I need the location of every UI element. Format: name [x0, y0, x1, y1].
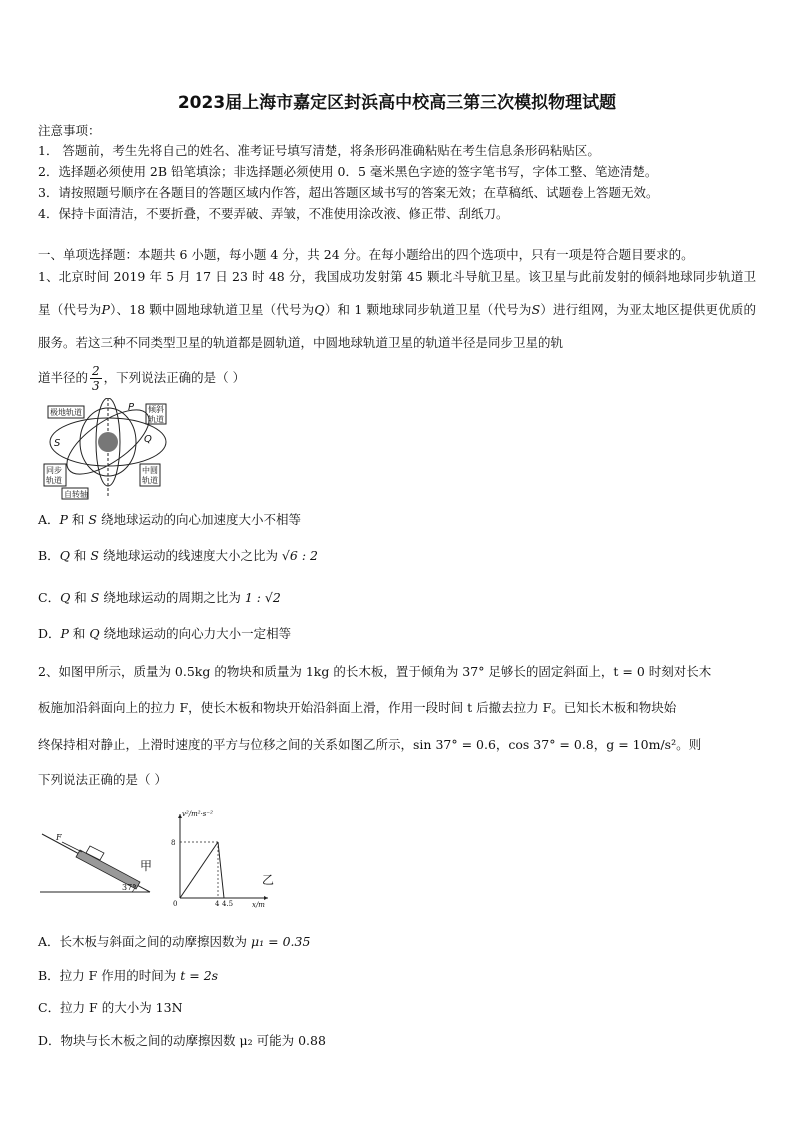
origin-label: 0 — [173, 900, 178, 908]
orbit-diagram — [42, 398, 192, 502]
label-p: P — [128, 402, 135, 413]
label-yi: 乙 — [262, 873, 275, 887]
label-incline: 倾斜 — [148, 405, 164, 414]
question-1-stem-end: 道半径的 $\frac{2}{3}$ ，下列说法正确的是（ ） — [38, 364, 246, 393]
svg-text:轨道: 轨道 — [148, 415, 164, 424]
label-s: S — [54, 438, 61, 449]
notice-heading: 注意事项： — [38, 123, 101, 138]
y-tick: 8 — [171, 839, 176, 847]
fraction: $\frac{2}{3}$ — [92, 364, 100, 393]
label-polar: 极地轨道 — [50, 408, 82, 417]
exam-title: 2023届上海市嘉定区封浜高中校高三第三次模拟物理试题 — [177, 93, 617, 113]
y-axis-label: v²/m²·s⁻² — [182, 810, 213, 818]
earth — [98, 432, 118, 452]
question-2-line: 终保持相对静止，上滑时速度的平方与位移之间的关系如图乙所示，sin 37° = 0.6，cos 37° = 0.8，g = 10m/s²。则 — [38, 737, 702, 752]
notice-item: 4．保持卡面清洁，不要折叠，不要弄破、弄皱，不准使用涂改液、修正带、刮纸刀。 — [38, 206, 509, 221]
label-mid: 中圆 — [142, 466, 158, 475]
question-2-line: 下列说法正确的是（ ） — [38, 772, 167, 787]
label-axis: 自转轴 — [64, 490, 88, 499]
symbol-p: P — [101, 302, 110, 317]
label-sync: 同步 — [46, 466, 62, 475]
notice-item: 2．选择题必须使用 2B 铅笔填涂；非选择题必须使用 0．5 毫米黑色字迹的签字笔书写，字体工整、笔迹清楚。 — [38, 164, 658, 179]
notice-item: 3．请按照题号顺序在各题目的答题区域内作答，超出答题区域书写的答案无效；在草稿纸、试题卷上答题无效。 — [38, 185, 659, 200]
q2-option-c[interactable]: C．拉力 F 的大小为 13N — [38, 1000, 183, 1015]
q1-option-a[interactable]: A．P 和 S 绕地球运动的向心加速度大小不相等 — [38, 512, 301, 527]
notice-item: 1． 答题前，考生先将自己的姓名、准考证号填写清楚，将条形码准确粘贴在考生信息条形码粘贴区。 — [38, 143, 600, 158]
q1-option-b[interactable]: B．Q 和 S 绕地球运动的线速度大小之比为 √6 : 2 — [38, 548, 318, 563]
x-tick-4-5: 4.5 — [222, 900, 234, 908]
v2-x-graph — [168, 808, 280, 912]
q1-option-d[interactable]: D．P 和 Q 绕地球运动的向心力大小一定相等 — [38, 626, 292, 641]
symbol-s: S — [531, 302, 541, 317]
q2-option-b[interactable]: B．拉力 F 作用的时间为 t = 2s — [38, 968, 219, 983]
svg-text:轨道: 轨道 — [46, 476, 62, 485]
q1-option-c[interactable]: C．Q 和 S 绕地球运动的周期之比为 1 : √2 — [38, 590, 281, 605]
section-heading: 一、单项选择题：本题共 6 小题，每小题 4 分，共 24 分。在每小题给出的四个选项中，只有一项是符合题目要求的。 — [38, 247, 694, 262]
q2-option-d[interactable]: D．物块与长木板之间的动摩擦因数 μ₂ 可能为 0.88 — [38, 1033, 326, 1048]
x-axis-label: x/m — [252, 901, 265, 909]
symbol-q: Q — [314, 302, 325, 317]
label-jia: 甲 — [140, 859, 153, 873]
svg-text:轨道: 轨道 — [142, 476, 158, 485]
q2-option-a[interactable]: A．长木板与斜面之间的动摩擦因数为 μ₁ = 0.35 — [38, 934, 311, 949]
label-force: F — [56, 833, 62, 842]
fall-line — [218, 842, 224, 898]
question-2-line: 板施加沿斜面向上的拉力 F，使长木板和物块开始沿斜面上滑，作用一段时间 t 后撤去拉力 F。已知长木板和物块始 — [38, 700, 677, 715]
incline-figure — [40, 828, 160, 898]
question-2-line: 2、如图甲所示，质量为 0.5kg 的物块和质量为 1kg 的长木板，置于倾角为 37° 足够长的固定斜面上，t = 0 时刻对长木 — [38, 664, 712, 679]
label-q: Q — [144, 434, 152, 445]
rise-line — [180, 842, 218, 898]
x-tick-4: 4 — [215, 900, 220, 908]
question-1-stem: 1、北京时间 2019 年 5 月 17 日 23 时 48 分，我国成功发射第 45 颗北斗导航卫星。该卫星与此前发射的倾斜地球同步轨道卫星（代号为P）、18 颗中圆地球轨道卫星（代号为Q）和 1 颗地球同步轨道卫星（代号为S）进行组网，为亚太地区提供更优质的服务。若这三种不同类型卫星的轨道都是圆轨道，中圆地球轨道卫星的轨道半径是同步卫星的轨 — [38, 269, 756, 350]
label-angle: 37° — [122, 883, 137, 892]
